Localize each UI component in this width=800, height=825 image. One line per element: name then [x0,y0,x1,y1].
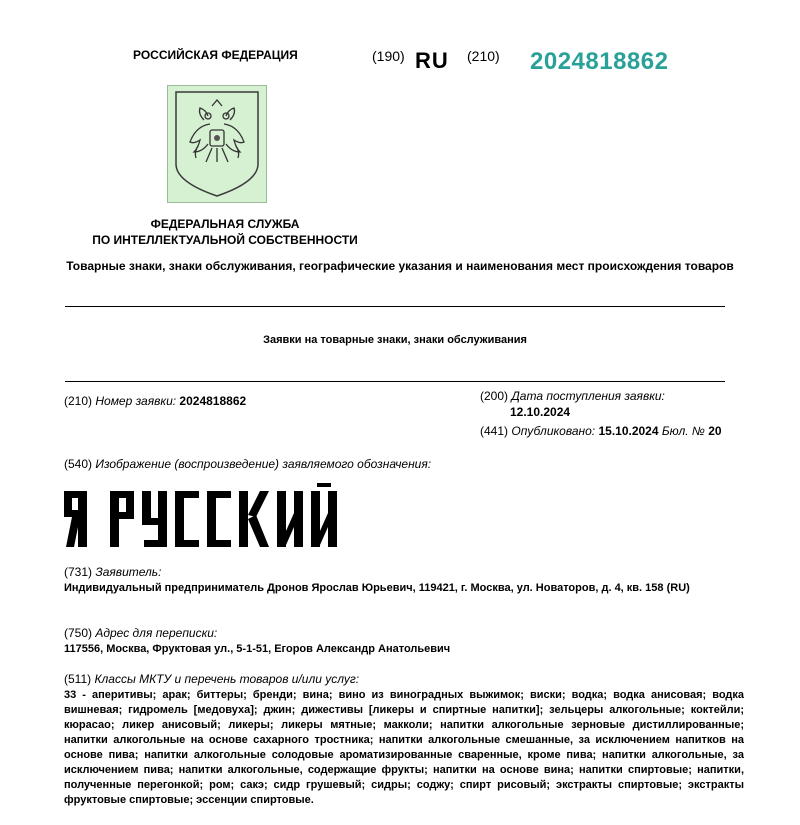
correspondence-label-line [64,626,217,640]
application-label: Номер заявки: [95,394,177,408]
agency-line-2: ПО ИНТЕЛЛЕКТУАЛЬНОЙ СОБСТВЕННОСТИ [92,233,358,247]
classes-value: 33 - аперитивы; арак; биттеры; бренди; вина; вино из виноградных выжимок; виски; водка; водка анисовая; водка вишневая; гидромель [медовуха]; джин; дижестивы [ликеры и спиртные напитки]; зельцеры алкогольные; коктейли; кюрасао; ликер анисовый; ликеры; ликеры мятные; макколи; напитки алкогольные зерновые дистиллированные; напитки алкогольные на основе сахарного тростника; напитки алкогольные смешанные, за исключением напитков на основе пива; напитки алкогольные солодовые ароматизированные сваренные, кроме пива; напитки алкогольные, за исключением пива; напитки алкогольные, содержащие фрукты; напитки на основе вина; напитки спиртовые; напитки, полученные перегонкой; ром; сакэ; сидр грушевый; сидры; соджу; спирт рисовый; экстракты спиртовые; экстракты фруктовые спиртовые; эссенции спиртовые. [64,689,744,806]
filing-date-field [480,389,665,403]
coat-of-arms-emblem [167,85,267,203]
bulletin-label: Бюл. № [661,424,705,438]
published-label: Опубликовано: [511,424,596,438]
country-name: РОССИЙСКАЯ ФЕДЕРАЦИЯ [133,48,298,62]
trademark-image [64,483,364,549]
classes-label: Классы МКТУ и перечень товаров и/или услуг: [94,672,360,686]
country-code: RU [415,48,449,73]
agency-line-1: ФЕДЕРАЛЬНАЯ СЛУЖБА [150,217,300,231]
published-code: (441) [480,424,509,438]
filing-date: 12.10.2024 [510,405,571,419]
classes-label-line [64,672,359,686]
image-code: (540) [64,457,93,471]
published-field [480,424,722,438]
applicant-code: (731) [64,565,93,579]
applicant-label: Заявитель: [95,565,162,579]
divider-bottom [65,381,725,382]
section-title: Заявки на товарные знаки, знаки обслуживания [263,334,527,346]
application-number-field [64,394,246,408]
publication-category: Товарные знаки, знаки обслуживания, географические указания и наименования мест происхождения товаров [66,259,734,273]
double-headed-eagle-icon [168,86,266,202]
correspondence-label: Адрес для переписки: [95,626,218,640]
classes-code: (511) [64,672,92,686]
filing-label: Дата поступления заявки: [511,389,665,403]
code-190: (190) [372,48,405,64]
bulletin-number: 20 [708,424,722,438]
filing-code: (200) [480,389,509,403]
correspondence-value: 117556, Москва, Фруктовая ул., 5-1-51, Егоров Александр Анатольевич [64,643,451,655]
applicant-value: Индивидуальный предприниматель Дронов Ярослав Юрьевич, 119421, г. Москва, ул. Новаторов, д. 4, кв. 158 (RU) [64,582,690,594]
code-210: (210) [467,48,500,64]
correspondence-code: (750) [64,626,93,640]
applicant-label-line [64,565,161,579]
image-label: Изображение (воспроизведение) заявляемого обозначения: [95,457,432,471]
application-code: (210) [64,394,93,408]
trademark-wordmark [64,483,364,554]
application-number: 2024818862 [179,394,247,408]
divider-top [65,306,725,307]
image-field [64,457,431,471]
agency-name [60,216,390,248]
document-number: 2024818862 [530,48,669,75]
published-date: 15.10.2024 [598,424,659,438]
